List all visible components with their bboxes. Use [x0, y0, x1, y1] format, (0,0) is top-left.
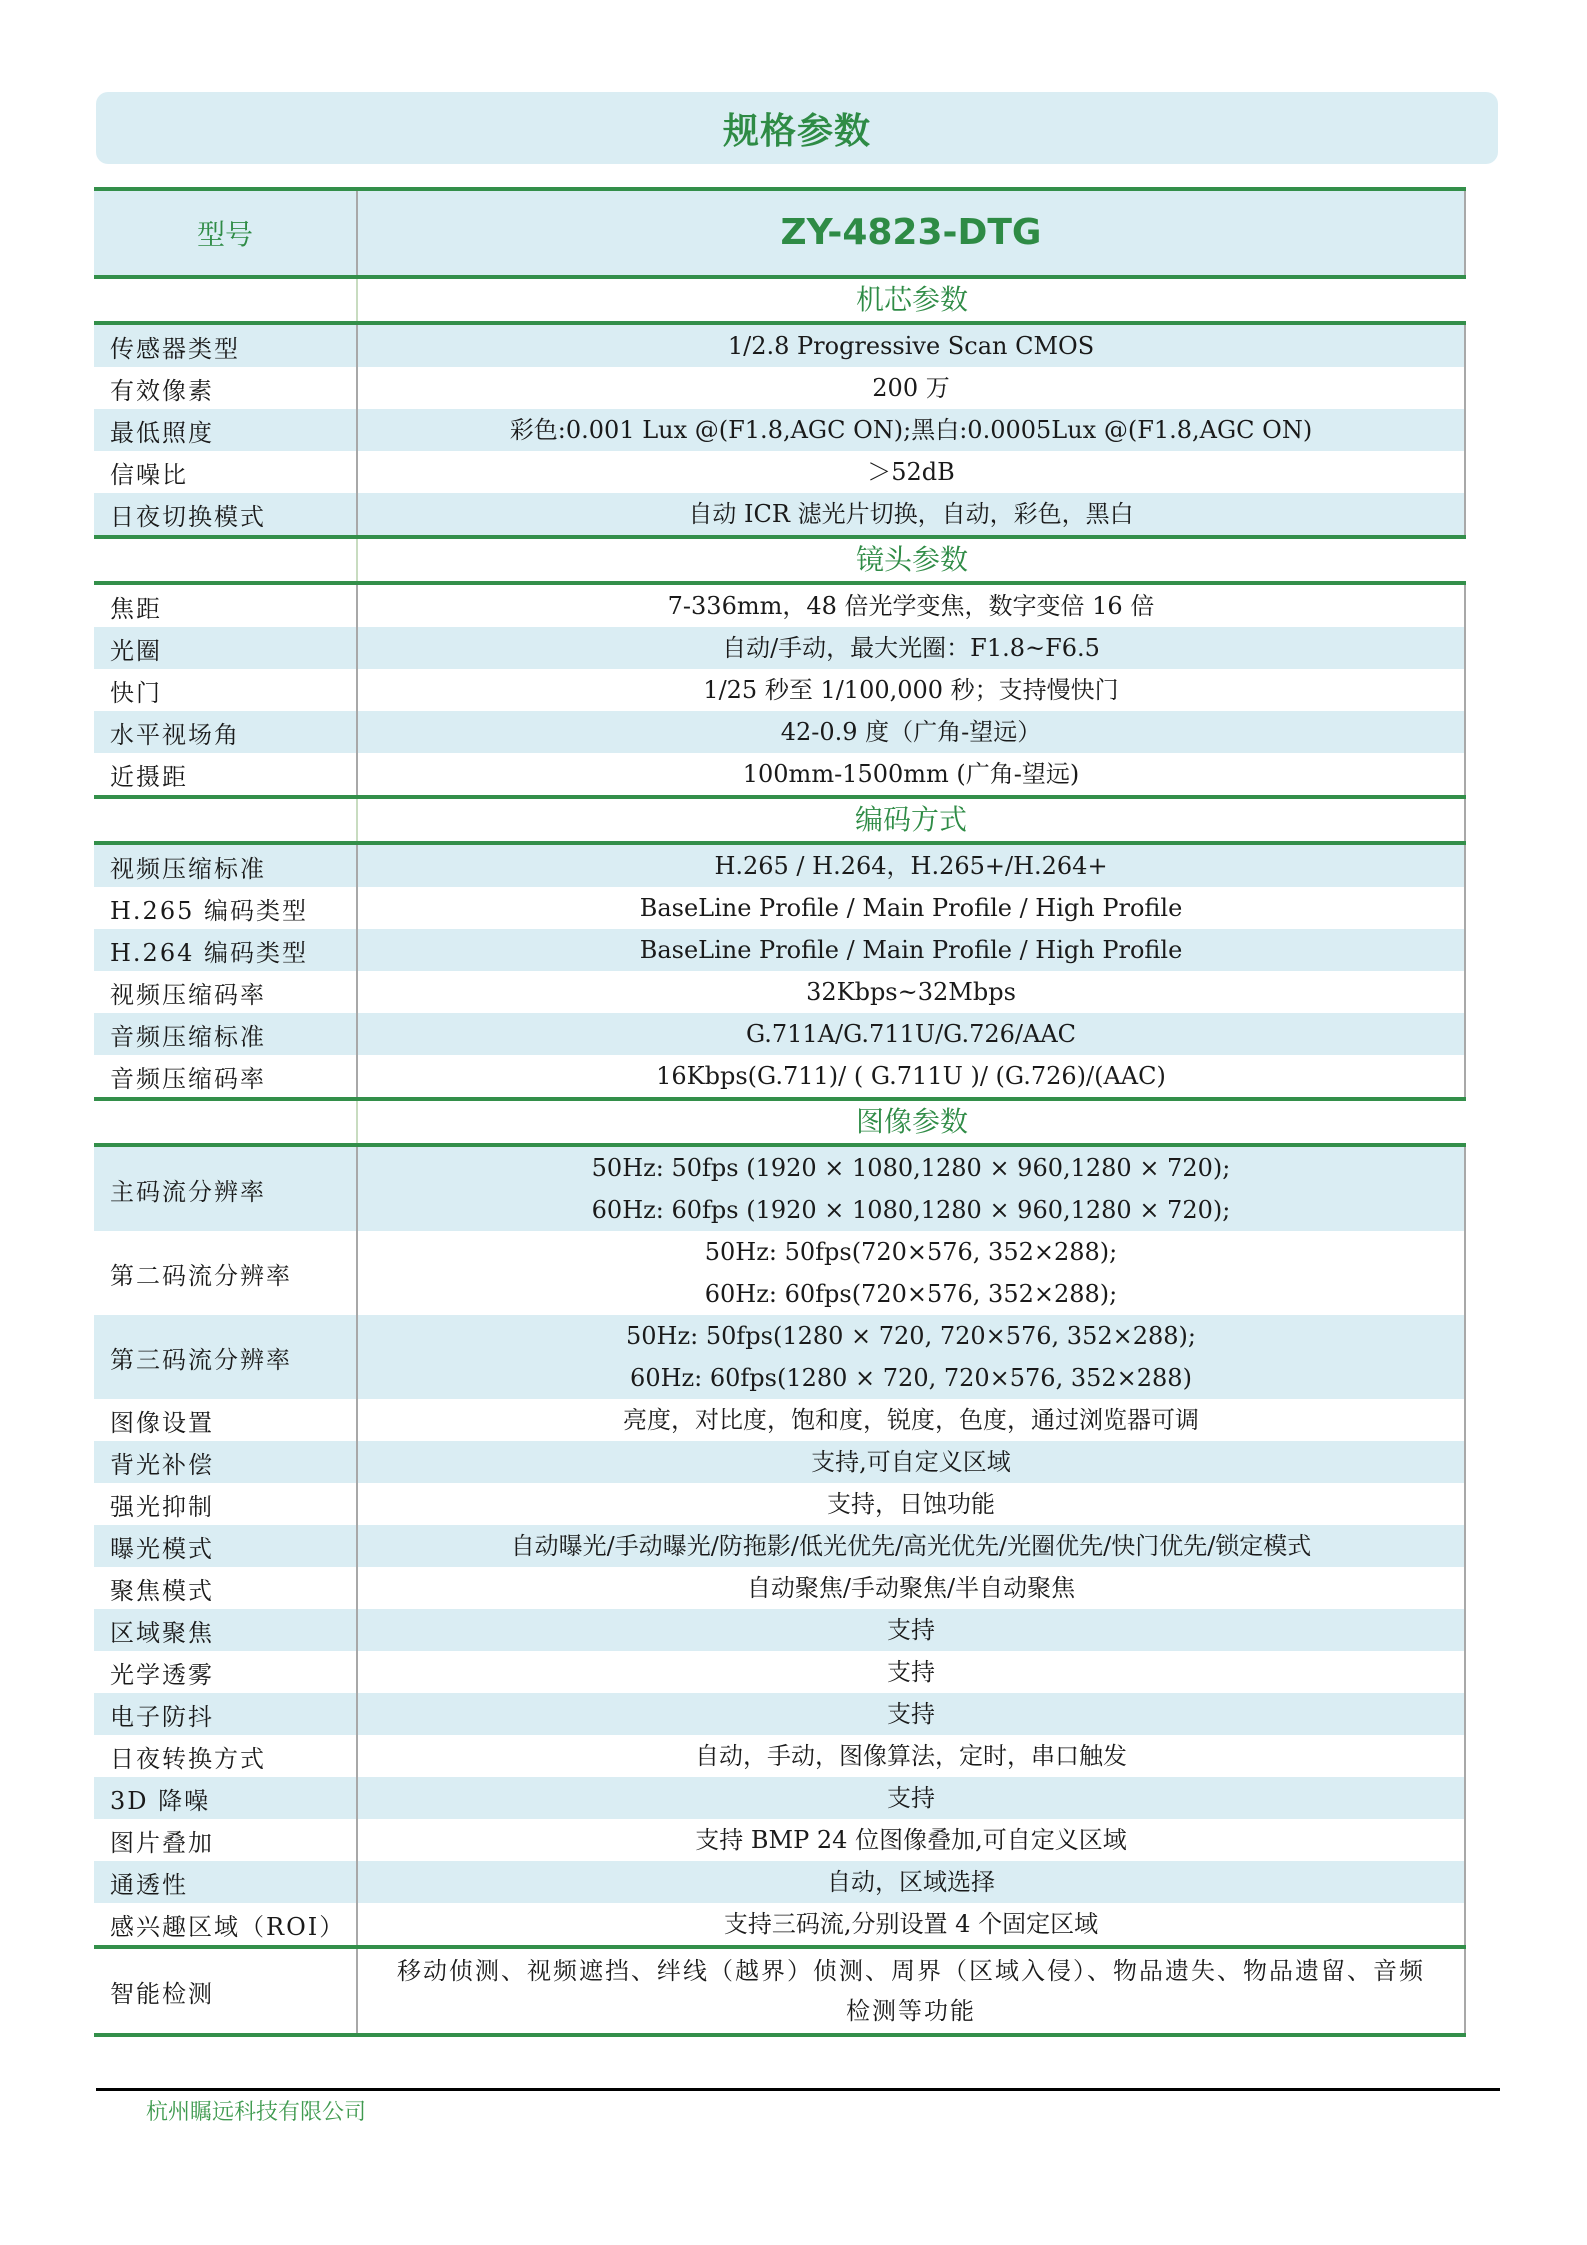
section-header-encoding — [94, 795, 1466, 845]
row-value: 100mm-1500mm (广角-望远) — [358, 753, 1466, 795]
table-row — [94, 1609, 1466, 1651]
table-row — [94, 1055, 1466, 1097]
row-value: 自动，区域选择 — [358, 1861, 1466, 1903]
row-key: 音频压缩标准 — [94, 1013, 358, 1055]
table-row — [94, 1441, 1466, 1483]
table-row — [94, 409, 1466, 451]
table-row — [94, 887, 1466, 929]
row-key: 日夜切换模式 — [94, 493, 358, 535]
section-title: 镜头参数 — [855, 543, 968, 576]
row-key: 智能检测 — [94, 1949, 358, 2033]
row-value: 支持三码流,分别设置 4 个固定区域 — [358, 1903, 1466, 1945]
row-key: 电子防抖 — [94, 1693, 358, 1735]
row-key: 3D 降噪 — [94, 1777, 358, 1819]
table-row — [94, 325, 1466, 367]
row-value: 50Hz: 50fps(1280 × 720, 720×576, 352×288); 60Hz: 60fps(1280 × 720, 720×576, 352×288) — [358, 1315, 1466, 1399]
table-row — [94, 1567, 1466, 1609]
table-row — [94, 1693, 1466, 1735]
row-key: 近摄距 — [94, 753, 358, 795]
row-value: 50Hz: 50fps(720×576, 352×288); 60Hz: 60fps(720×576, 352×288); — [358, 1231, 1466, 1315]
row-key: 感兴趣区域（ROI） — [94, 1903, 358, 1945]
page-title: 规格参数 — [722, 110, 871, 152]
table-row — [94, 1147, 1466, 1231]
row-key: 水平视场角 — [94, 711, 358, 753]
section-title: 机芯参数 — [855, 283, 968, 316]
row-key: 强光抑制 — [94, 1483, 358, 1525]
table-row — [94, 1525, 1466, 1567]
table-row — [94, 1735, 1466, 1777]
table-row — [94, 845, 1466, 887]
table-row — [94, 1861, 1466, 1903]
row-key: 视频压缩标准 — [94, 845, 358, 887]
row-value: 支持 — [358, 1651, 1466, 1693]
row-key: 通透性 — [94, 1861, 358, 1903]
row-value: 50Hz: 50fps (1920 × 1080,1280 × 960,1280 × 720); 60Hz: 60fps (1920 × 1080,1280 × 960,1280 × 720); — [358, 1147, 1466, 1231]
row-value: 自动聚焦/手动聚焦/半自动聚焦 — [358, 1567, 1466, 1609]
row-value: 自动，手动，图像算法，定时，串口触发 — [358, 1735, 1466, 1777]
row-key: 日夜转换方式 — [94, 1735, 358, 1777]
row-value: BaseLine Profile / Main Profile / High Profile — [358, 887, 1466, 929]
row-key: 图像设置 — [94, 1399, 358, 1441]
table-row — [94, 971, 1466, 1013]
table-row — [94, 493, 1466, 535]
row-key: 图片叠加 — [94, 1819, 358, 1861]
row-value: BaseLine Profile / Main Profile / High Profile — [358, 929, 1466, 971]
row-value: 支持 — [358, 1777, 1466, 1819]
row-key: 背光补偿 — [94, 1441, 358, 1483]
section-header-core — [94, 279, 1466, 325]
row-value: 支持,可自定义区域 — [358, 1441, 1466, 1483]
row-key: 视频压缩码率 — [94, 971, 358, 1013]
row-value: 32Kbps~32Mbps — [358, 971, 1466, 1013]
title-banner — [96, 92, 1498, 164]
table-row — [94, 753, 1466, 795]
table-row — [94, 1945, 1466, 2037]
row-key: 区域聚焦 — [94, 1609, 358, 1651]
table-row — [94, 1819, 1466, 1861]
row-value: 彩色:0.001 Lux @(F1.8,AGC ON);黑白:0.0005Lux @(F1.8,AGC ON) — [358, 409, 1466, 451]
table-row — [94, 1231, 1466, 1315]
row-value: 亮度，对比度，饱和度，锐度，色度，通过浏览器可调 — [358, 1399, 1466, 1441]
row-value: 200 万 — [358, 367, 1466, 409]
row-key: 第二码流分辨率 — [94, 1231, 358, 1315]
row-key: 曝光模式 — [94, 1525, 358, 1567]
row-key: 传感器类型 — [94, 325, 358, 367]
row-value: 1/25 秒至 1/100,000 秒；支持慢快门 — [358, 669, 1466, 711]
section-title: 编码方式 — [358, 799, 1466, 841]
model-label: 型号 — [94, 191, 358, 275]
row-key: 快门 — [94, 669, 358, 711]
row-key: H.264 编码类型 — [94, 929, 358, 971]
model-row — [94, 187, 1466, 279]
section-title: 图像参数 — [855, 1105, 968, 1138]
row-value: 7-336mm，48 倍光学变焦，数字变倍 16 倍 — [358, 585, 1466, 627]
table-row — [94, 1903, 1466, 1945]
row-value: 自动 ICR 滤光片切换，自动，彩色，黑白 — [358, 493, 1466, 535]
row-key: 信噪比 — [94, 451, 358, 493]
row-value: 自动/手动，最大光圈：F1.8~F6.5 — [358, 627, 1466, 669]
row-value: 16Kbps(G.711)/ ( G.711U )/ (G.726)/(AAC) — [358, 1055, 1466, 1097]
row-value: 移动侦测、视频遮挡、绊线（越界）侦测、周界（区域入侵）、物品遗失、物品遗留、音频 检测等功能 — [358, 1949, 1466, 2033]
section-header-lens — [94, 535, 1466, 585]
row-key: 最低照度 — [94, 409, 358, 451]
row-value: 支持 — [358, 1693, 1466, 1735]
table-row — [94, 367, 1466, 409]
row-key: 光圈 — [94, 627, 358, 669]
table-row — [94, 1777, 1466, 1819]
spec-table — [94, 187, 1466, 2037]
model-value: ZY-4823-DTG — [358, 191, 1466, 275]
section-header-image — [94, 1097, 1466, 1147]
row-key: 聚焦模式 — [94, 1567, 358, 1609]
row-key: 第三码流分辨率 — [94, 1315, 358, 1399]
row-value: 42-0.9 度（广角-望远） — [358, 711, 1466, 753]
row-key: 主码流分辨率 — [94, 1147, 358, 1231]
row-key: 焦距 — [94, 585, 358, 627]
table-row — [94, 1399, 1466, 1441]
table-row — [94, 929, 1466, 971]
row-value: 自动曝光/手动曝光/防拖影/低光优先/高光优先/光圈优先/快门优先/锁定模式 — [358, 1525, 1466, 1567]
table-row — [94, 585, 1466, 627]
table-row — [94, 1315, 1466, 1399]
table-row — [94, 669, 1466, 711]
row-key: 有效像素 — [94, 367, 358, 409]
row-value: G.711A/G.711U/G.726/AAC — [358, 1013, 1466, 1055]
row-value: 1/2.8 Progressive Scan CMOS — [358, 325, 1466, 367]
row-value: H.265 / H.264，H.265+/H.264+ — [358, 845, 1466, 887]
row-value: 支持 BMP 24 位图像叠加,可自定义区域 — [358, 1819, 1466, 1861]
footer-divider — [96, 2088, 1500, 2091]
row-value: 支持 — [358, 1609, 1466, 1651]
table-row — [94, 1651, 1466, 1693]
row-key: H.265 编码类型 — [94, 887, 358, 929]
table-row — [94, 711, 1466, 753]
row-value: 支持，日蚀功能 — [358, 1483, 1466, 1525]
table-row — [94, 1013, 1466, 1055]
table-row — [94, 1483, 1466, 1525]
footer-company: 杭州瞩远科技有限公司 — [146, 2100, 367, 2125]
row-value: ＞52dB — [358, 451, 1466, 493]
row-key: 光学透雾 — [94, 1651, 358, 1693]
table-row — [94, 627, 1466, 669]
table-row — [94, 451, 1466, 493]
row-key: 音频压缩码率 — [94, 1055, 358, 1097]
